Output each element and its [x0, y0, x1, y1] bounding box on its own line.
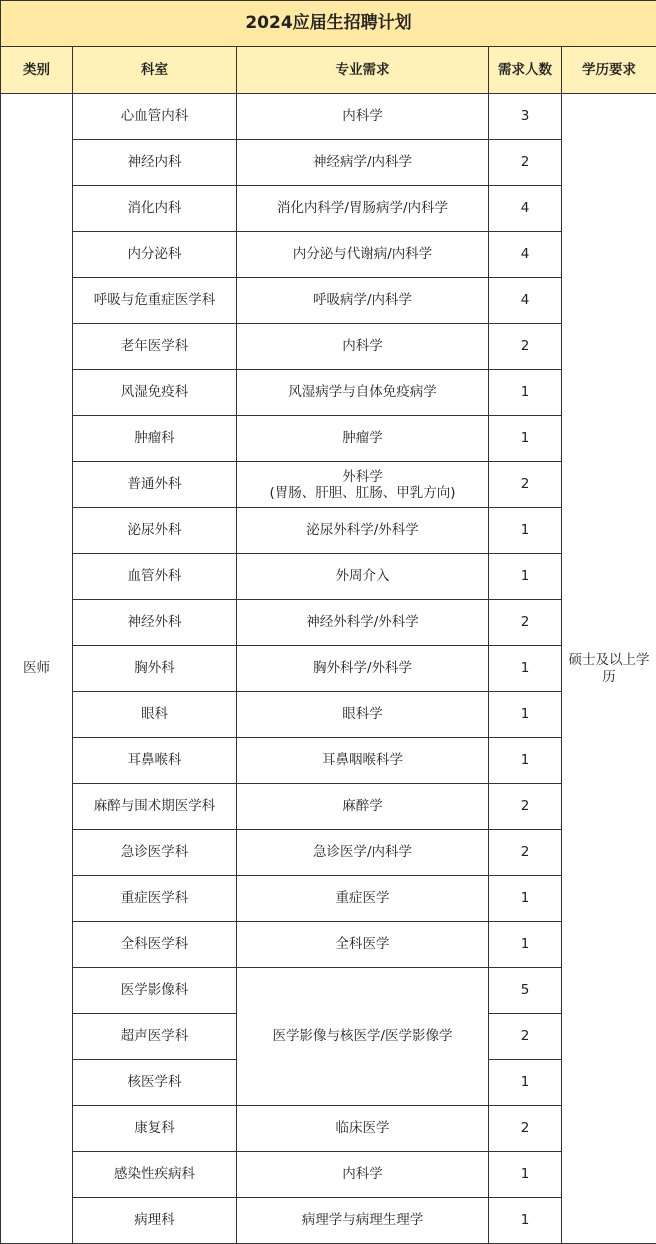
header-count: 需求人数 — [489, 47, 562, 94]
count-cell: 2 — [489, 324, 562, 370]
count-cell: 1 — [489, 1060, 562, 1106]
major-cell: 内科学 — [237, 1152, 489, 1198]
major-cell: 眼科学 — [237, 692, 489, 738]
department-cell: 麻醉与围术期医学科 — [73, 784, 237, 830]
count-cell: 1 — [489, 508, 562, 554]
major-cell: 消化内科学/胃肠病学/内科学 — [237, 186, 489, 232]
header-row — [1, 47, 656, 94]
major-cell: 外周介入 — [237, 554, 489, 600]
count-cell: 1 — [489, 876, 562, 922]
department-cell: 重症医学科 — [73, 876, 237, 922]
table-row — [1, 370, 656, 416]
count-cell: 1 — [489, 1198, 562, 1244]
table-row — [1, 232, 656, 278]
major-cell: 神经外科学/外科学 — [237, 600, 489, 646]
header-category: 类别 — [1, 47, 73, 94]
department-cell: 呼吸与危重症医学科 — [73, 278, 237, 324]
major-note: (胃肠、肝胆、肛肠、甲乳方向) — [239, 485, 486, 501]
major-cell: 病理学与病理生理学 — [237, 1198, 489, 1244]
major-main: 外科学 — [239, 469, 486, 485]
table-row — [1, 692, 656, 738]
count-cell: 1 — [489, 1152, 562, 1198]
table-row — [1, 186, 656, 232]
count-cell: 1 — [489, 692, 562, 738]
count-cell: 4 — [489, 186, 562, 232]
table-title: 2024应届生招聘计划 — [1, 1, 656, 47]
department-cell: 病理科 — [73, 1198, 237, 1244]
count-cell: 1 — [489, 370, 562, 416]
department-cell: 肿瘤科 — [73, 416, 237, 462]
table-row — [1, 416, 656, 462]
count-cell: 3 — [489, 94, 562, 140]
department-cell: 神经内科 — [73, 140, 237, 186]
major-cell: 临床医学 — [237, 1106, 489, 1152]
department-cell: 心血管内科 — [73, 94, 237, 140]
count-cell: 2 — [489, 1106, 562, 1152]
table-row — [1, 1106, 656, 1152]
table-row — [1, 324, 656, 370]
count-cell: 1 — [489, 416, 562, 462]
table-row — [1, 922, 656, 968]
major-cell: 全科医学 — [237, 922, 489, 968]
count-cell: 1 — [489, 738, 562, 784]
count-cell: 1 — [489, 646, 562, 692]
department-cell: 风湿免疫科 — [73, 370, 237, 416]
table-row — [1, 968, 656, 1014]
major-cell: 内科学 — [237, 324, 489, 370]
table-row — [1, 462, 656, 508]
department-cell: 泌尿外科 — [73, 508, 237, 554]
table-row — [1, 784, 656, 830]
major-cell: 风湿病学与自体免疫病学 — [237, 370, 489, 416]
table-row — [1, 94, 656, 140]
department-cell: 全科医学科 — [73, 922, 237, 968]
major-cell: 肿瘤学 — [237, 416, 489, 462]
major-cell: 呼吸病学/内科学 — [237, 278, 489, 324]
table-row — [1, 600, 656, 646]
count-cell: 2 — [489, 140, 562, 186]
department-cell: 神经外科 — [73, 600, 237, 646]
department-cell: 眼科 — [73, 692, 237, 738]
count-cell: 2 — [489, 830, 562, 876]
count-cell: 4 — [489, 278, 562, 324]
department-cell: 康复科 — [73, 1106, 237, 1152]
department-cell: 耳鼻喉科 — [73, 738, 237, 784]
department-cell: 急诊医学科 — [73, 830, 237, 876]
department-cell: 血管外科 — [73, 554, 237, 600]
count-cell: 5 — [489, 968, 562, 1014]
header-department: 科室 — [73, 47, 237, 94]
title-row — [1, 1, 656, 47]
major-cell: 胸外科学/外科学 — [237, 646, 489, 692]
major-cell: 耳鼻咽喉科学 — [237, 738, 489, 784]
department-cell: 核医学科 — [73, 1060, 237, 1106]
count-cell: 2 — [489, 784, 562, 830]
table-row — [1, 830, 656, 876]
department-cell: 内分泌科 — [73, 232, 237, 278]
major-cell: 泌尿外科学/外科学 — [237, 508, 489, 554]
table-row — [1, 1152, 656, 1198]
major-cell: 急诊医学/内科学 — [237, 830, 489, 876]
count-cell: 1 — [489, 554, 562, 600]
table-row — [1, 738, 656, 784]
major-cell — [237, 462, 489, 508]
major-cell: 内分泌与代谢病/内科学 — [237, 232, 489, 278]
department-cell: 消化内科 — [73, 186, 237, 232]
table-row — [1, 1198, 656, 1244]
major-cell: 麻醉学 — [237, 784, 489, 830]
major-cell: 神经病学/内科学 — [237, 140, 489, 186]
count-cell: 1 — [489, 922, 562, 968]
major-cell: 内科学 — [237, 94, 489, 140]
header-major: 专业需求 — [237, 47, 489, 94]
table-row — [1, 508, 656, 554]
table-row — [1, 646, 656, 692]
category-cell: 医师 — [1, 94, 73, 1244]
table-row — [1, 140, 656, 186]
department-cell: 感染性疾病科 — [73, 1152, 237, 1198]
table-row — [1, 876, 656, 922]
table-row — [1, 554, 656, 600]
major-cell: 重症医学 — [237, 876, 489, 922]
count-cell: 2 — [489, 1014, 562, 1060]
department-cell: 普通外科 — [73, 462, 237, 508]
education-cell: 硕士及以上学历 — [562, 94, 656, 1244]
department-cell: 超声医学科 — [73, 1014, 237, 1060]
major-cell: 医学影像与核医学/医学影像学 — [237, 968, 489, 1106]
department-cell: 医学影像科 — [73, 968, 237, 1014]
department-cell: 老年医学科 — [73, 324, 237, 370]
department-cell: 胸外科 — [73, 646, 237, 692]
header-education: 学历要求 — [562, 47, 656, 94]
table-row — [1, 278, 656, 324]
count-cell: 4 — [489, 232, 562, 278]
count-cell: 2 — [489, 462, 562, 508]
count-cell: 2 — [489, 600, 562, 646]
